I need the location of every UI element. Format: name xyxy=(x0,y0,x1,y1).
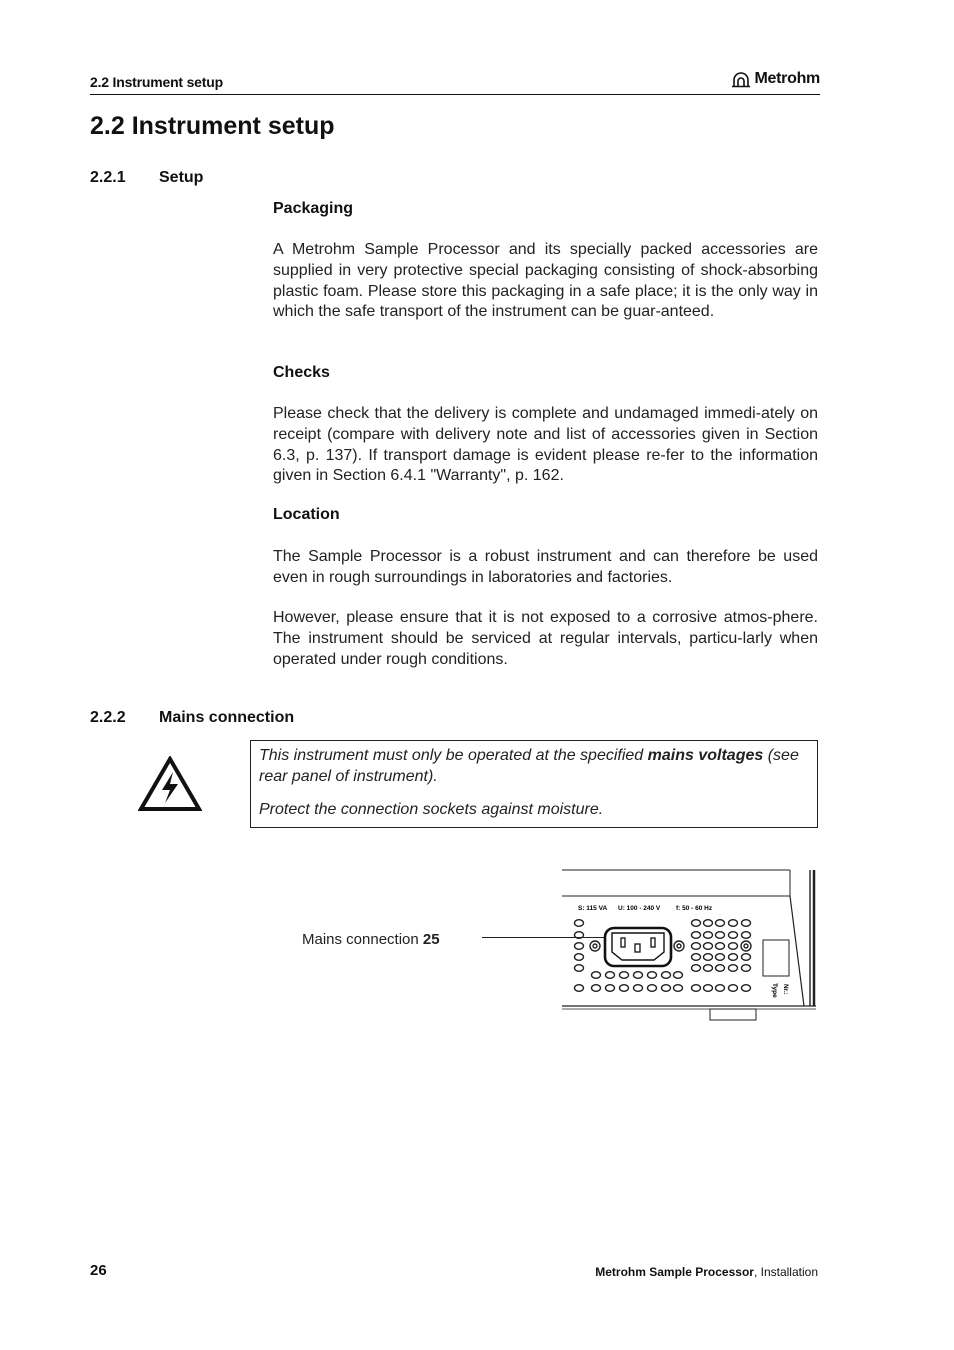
warning-box xyxy=(250,740,818,828)
warning-line-2: Protect the connection sockets against moisture. xyxy=(259,801,604,818)
nr-label: Nr.: xyxy=(782,984,789,995)
metrohm-logo-icon xyxy=(731,70,751,88)
paragraph-checks: Please check that the delivery is complete and undamaged immedi-ately on receipt (compare with delivery note and list of accessories given in Section 6.3, p. 137). If transport damage is evident please re-fer to the information given in Section 6.4.1 "Warranty", p. 162. xyxy=(273,405,818,485)
footer-document-title: Metrohm Sample Processor, Installation xyxy=(595,1265,818,1279)
warning-emphasis: mains voltages xyxy=(647,747,764,764)
heading-checks: Checks xyxy=(273,364,330,381)
page-header xyxy=(90,72,820,95)
paragraph-packaging: A Metrohm Sample Processor and its specially packed accessories are supplied in very protective special packaging consisting of shock-absorbing plastic foam. Please store this packaging in a safe place; it is the only way in which the safe transport of the instrument can be guar-anteed. xyxy=(273,241,818,321)
panel-frequency-label: f: 50 - 60 Hz xyxy=(676,905,713,912)
vent-holes-bottom xyxy=(592,972,683,992)
brand-logo xyxy=(731,70,820,88)
section-number: 2.2.2 xyxy=(90,709,126,726)
type-label: Type xyxy=(771,983,778,998)
paragraph-location-1: The Sample Processor is a robust instrument and can therefore be used even in rough surroundings in laboratories and factories. xyxy=(273,548,818,586)
panel-power-label: S: 115 VA xyxy=(578,905,608,912)
rear-panel-illustration xyxy=(558,866,822,1026)
brand-name: Metrohm xyxy=(754,70,820,87)
heading-packaging: Packaging xyxy=(273,200,354,217)
section-title: Mains connection xyxy=(159,709,295,726)
panel-voltage-label: U: 100 - 240 V xyxy=(618,905,661,912)
page-title: 2.2 Instrument setup xyxy=(90,112,335,140)
figure-label-number: 25 xyxy=(422,931,440,948)
header-section-title: 2.2 Instrument setup xyxy=(90,74,223,90)
section-number: 2.2.1 xyxy=(90,169,126,186)
page-number: 26 xyxy=(90,1262,107,1279)
heading-location: Location xyxy=(273,506,340,523)
vent-holes-right xyxy=(692,920,752,992)
warning-line-1: This instrument must only be operated at the specified mains voltages (see rear panel of instrument). xyxy=(259,747,799,785)
mains-socket xyxy=(605,928,671,966)
section-heading-setup xyxy=(90,169,203,187)
figure-label-mains-connection: Mains connection 25 xyxy=(302,931,440,948)
section-heading-mains-connection xyxy=(90,709,294,727)
high-voltage-warning-icon xyxy=(138,756,202,812)
section-title: Setup xyxy=(159,169,204,186)
type-plate xyxy=(763,940,789,976)
paragraph-location-2: However, please ensure that it is not exposed to a corrosive atmos-phere. The instrument should be serviced at regular intervals, particu-larly when operated under rough conditions. xyxy=(273,609,818,668)
